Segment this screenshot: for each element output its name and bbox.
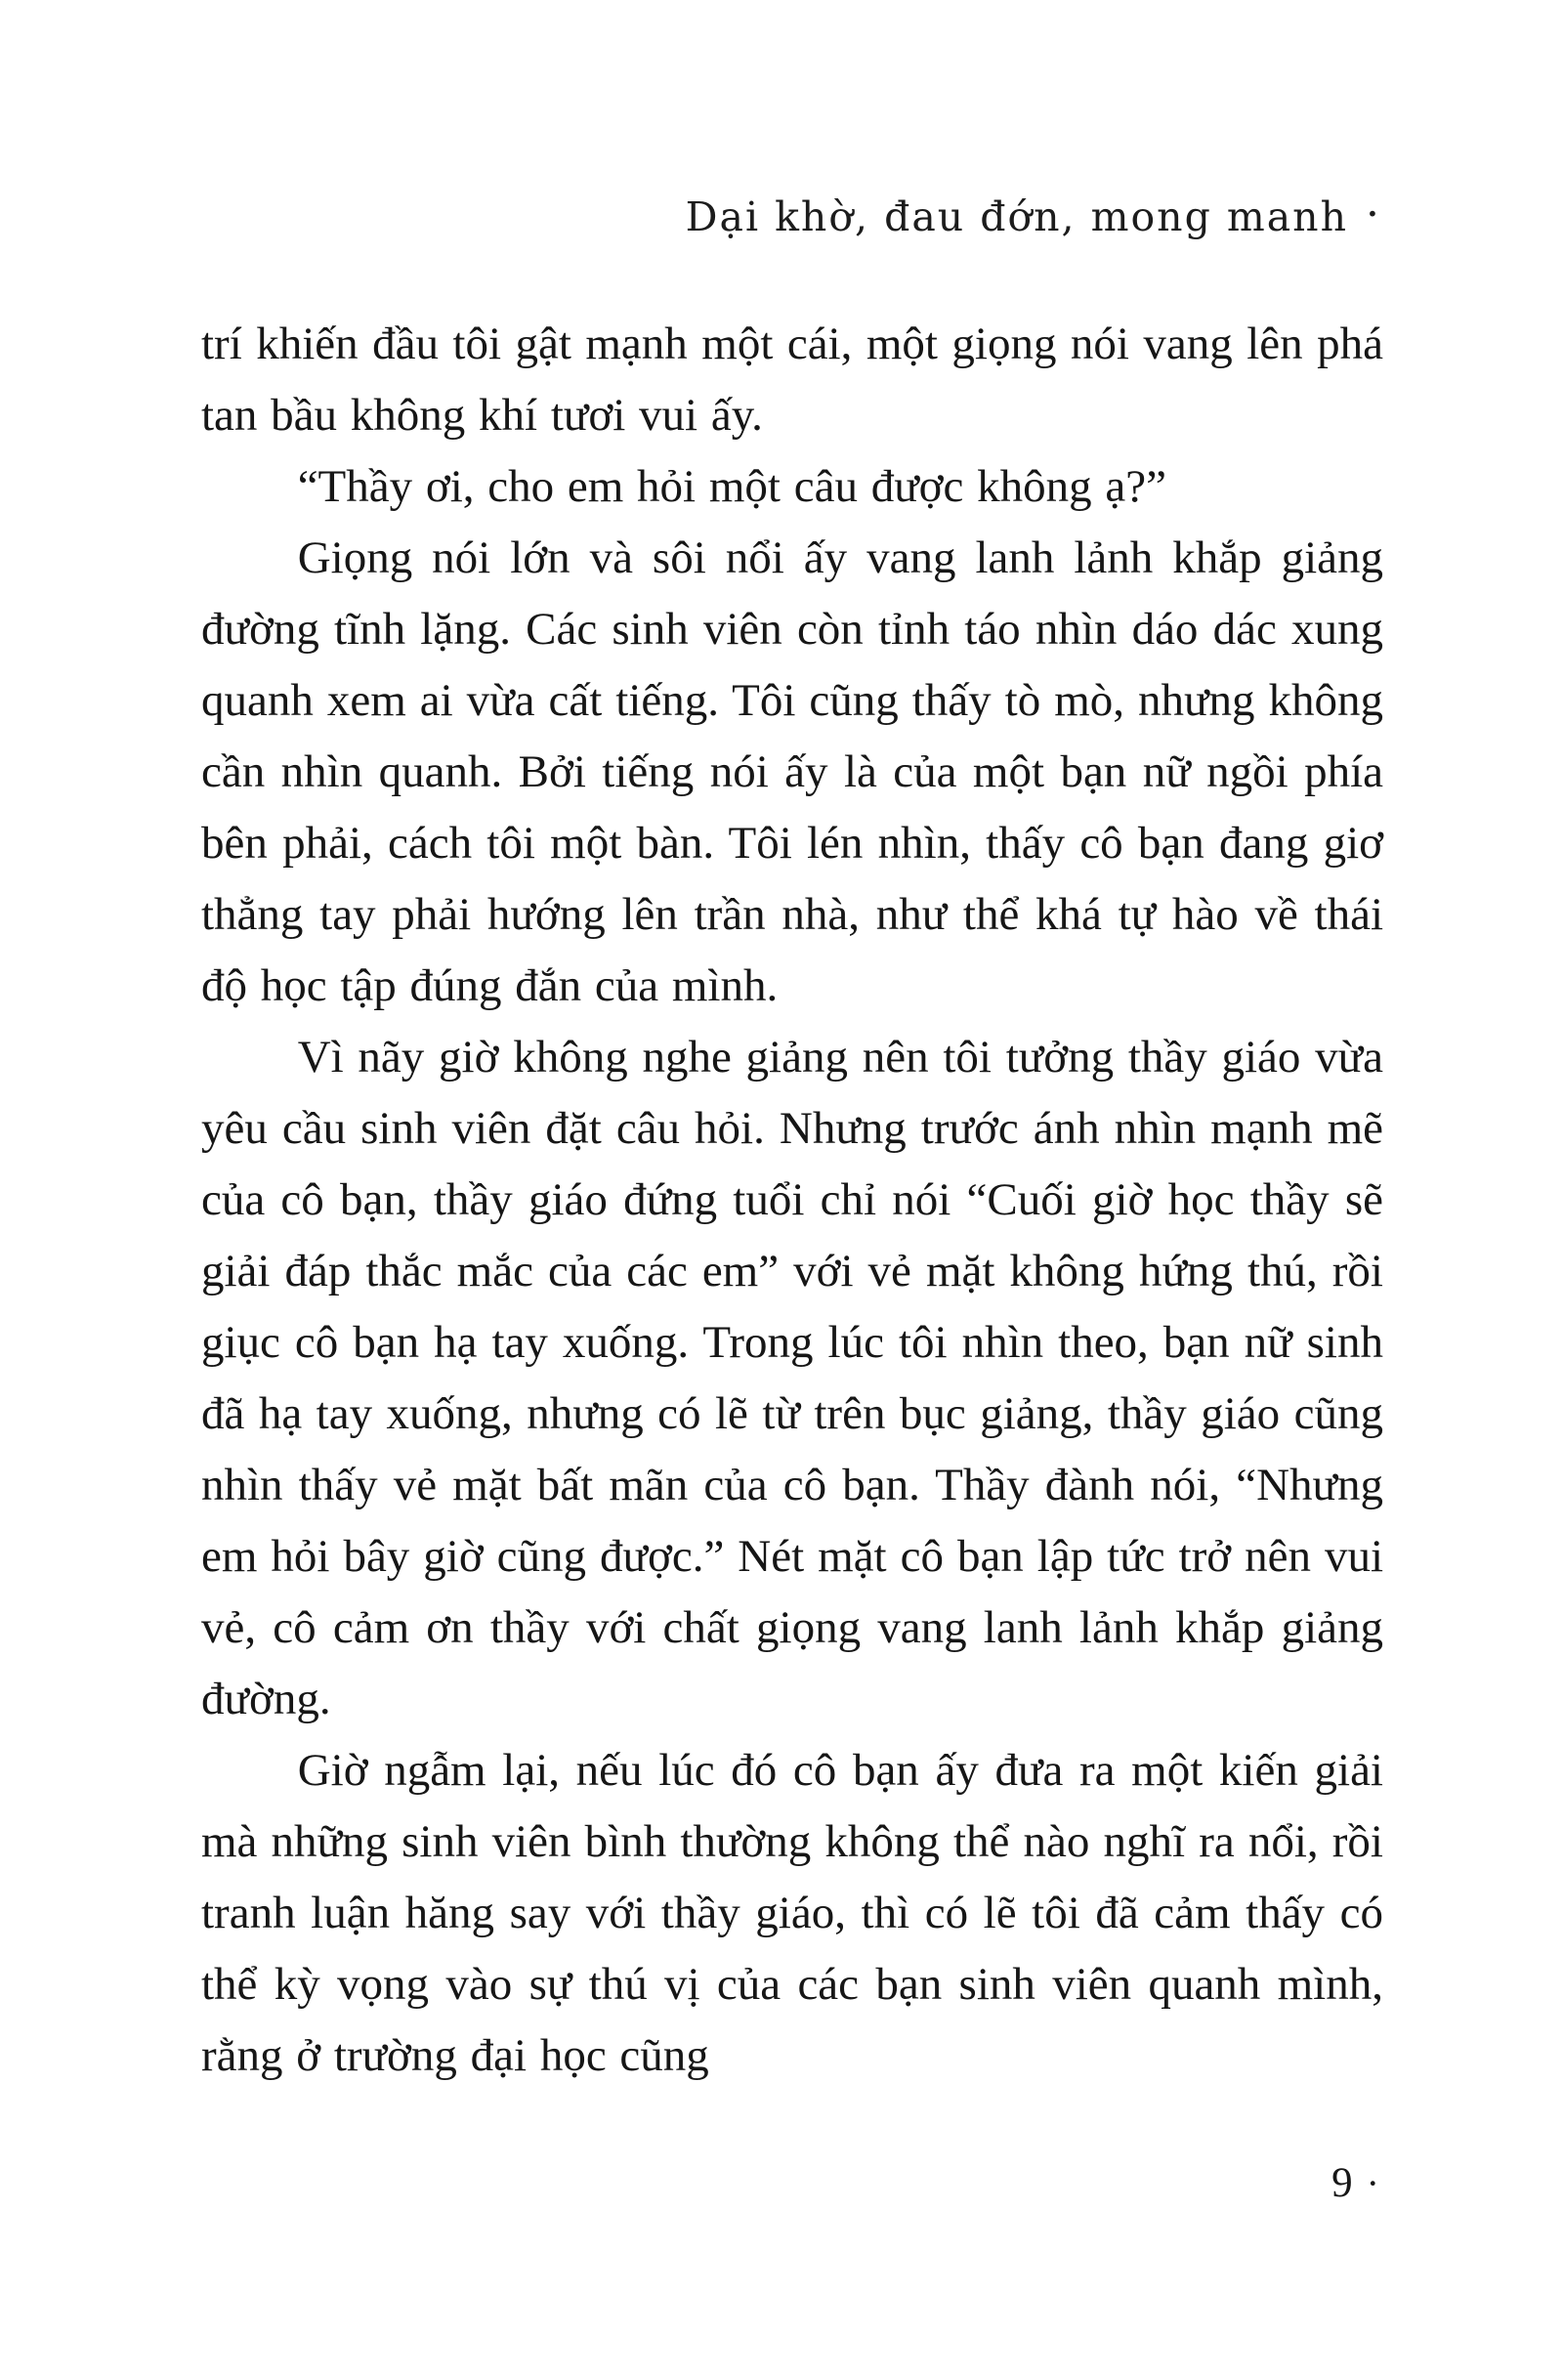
running-head-title: Dại khờ, đau đớn, mong manh <box>685 193 1348 240</box>
paragraph: Vì nãy giờ không nghe giảng nên tôi tưởng thầy giáo vừa yêu cầu sinh viên đặt câu hỏi. Nhưng trước ánh nhìn mạnh mẽ của cô bạn, thầy giáo đứng tuổi chỉ nói “Cuối giờ học thầy sẽ giải đáp thắc mắc của các em” với vẻ mặt không hứng thú, rồi giục cô bạn hạ tay xuống. Trong lúc tôi nhìn theo, bạn nữ sinh đã hạ tay xuống, nhưng có lẽ từ trên bục giảng, thầy giáo cũng nhìn thấy vẻ mặt bất mãn của cô bạn. Thầy đành nói, “Nhưng em hỏi bây giờ cũng được.” Nét mặt cô bạn lập tức trở nên vui vẻ, cô cảm ơn thầy với chất giọng vang lanh lảnh khắp giảng đường. <box>201 1032 1383 1724</box>
paragraph: Giọng nói lớn và sôi nổi ấy vang lanh lảnh khắp giảng đường tĩnh lặng. Các sinh viên còn tỉnh táo nhìn dáo dác xung quanh xem ai vừa cất tiếng. Tôi cũng thấy tò mò, nhưng không cần nhìn quanh. Bởi tiếng nói ấy là của một bạn nữ ngồi phía bên phải, cách tôi một bàn. Tôi lén nhìn, thấy cô bạn đang giơ thẳng tay phải hướng lên trần nhà, như thể khá tự hào về thái độ học tập đúng đắn của mình. <box>201 532 1383 1011</box>
page-number-value: 9 <box>1331 2160 1353 2206</box>
running-head <box>686 191 1381 241</box>
page-number-bullet: · <box>1366 2161 1379 2205</box>
running-head-bullet: · <box>1366 190 1381 239</box>
paragraph-continuation: trí khiến đầu tôi gật mạnh một cái, một giọng nói vang lên phá tan bầu không khí tươi vui ấy. <box>201 319 1383 441</box>
page-body <box>201 309 1383 2092</box>
page-number <box>1331 2159 1379 2207</box>
paragraph: Giờ ngẫm lại, nếu lúc đó cô bạn ấy đưa ra một kiến giải mà những sinh viên bình thường không thể nào nghĩ ra nổi, rồi tranh luận hăng say với thầy giáo, thì có lẽ tôi đã cảm thấy có thể kỳ vọng vào sự thú vị của các bạn sinh viên quanh mình, rằng ở trường đại học cũng <box>201 1745 1383 2081</box>
paragraph-dialogue: “Thầy ơi, cho em hỏi một câu được không ạ?” <box>297 461 1166 512</box>
